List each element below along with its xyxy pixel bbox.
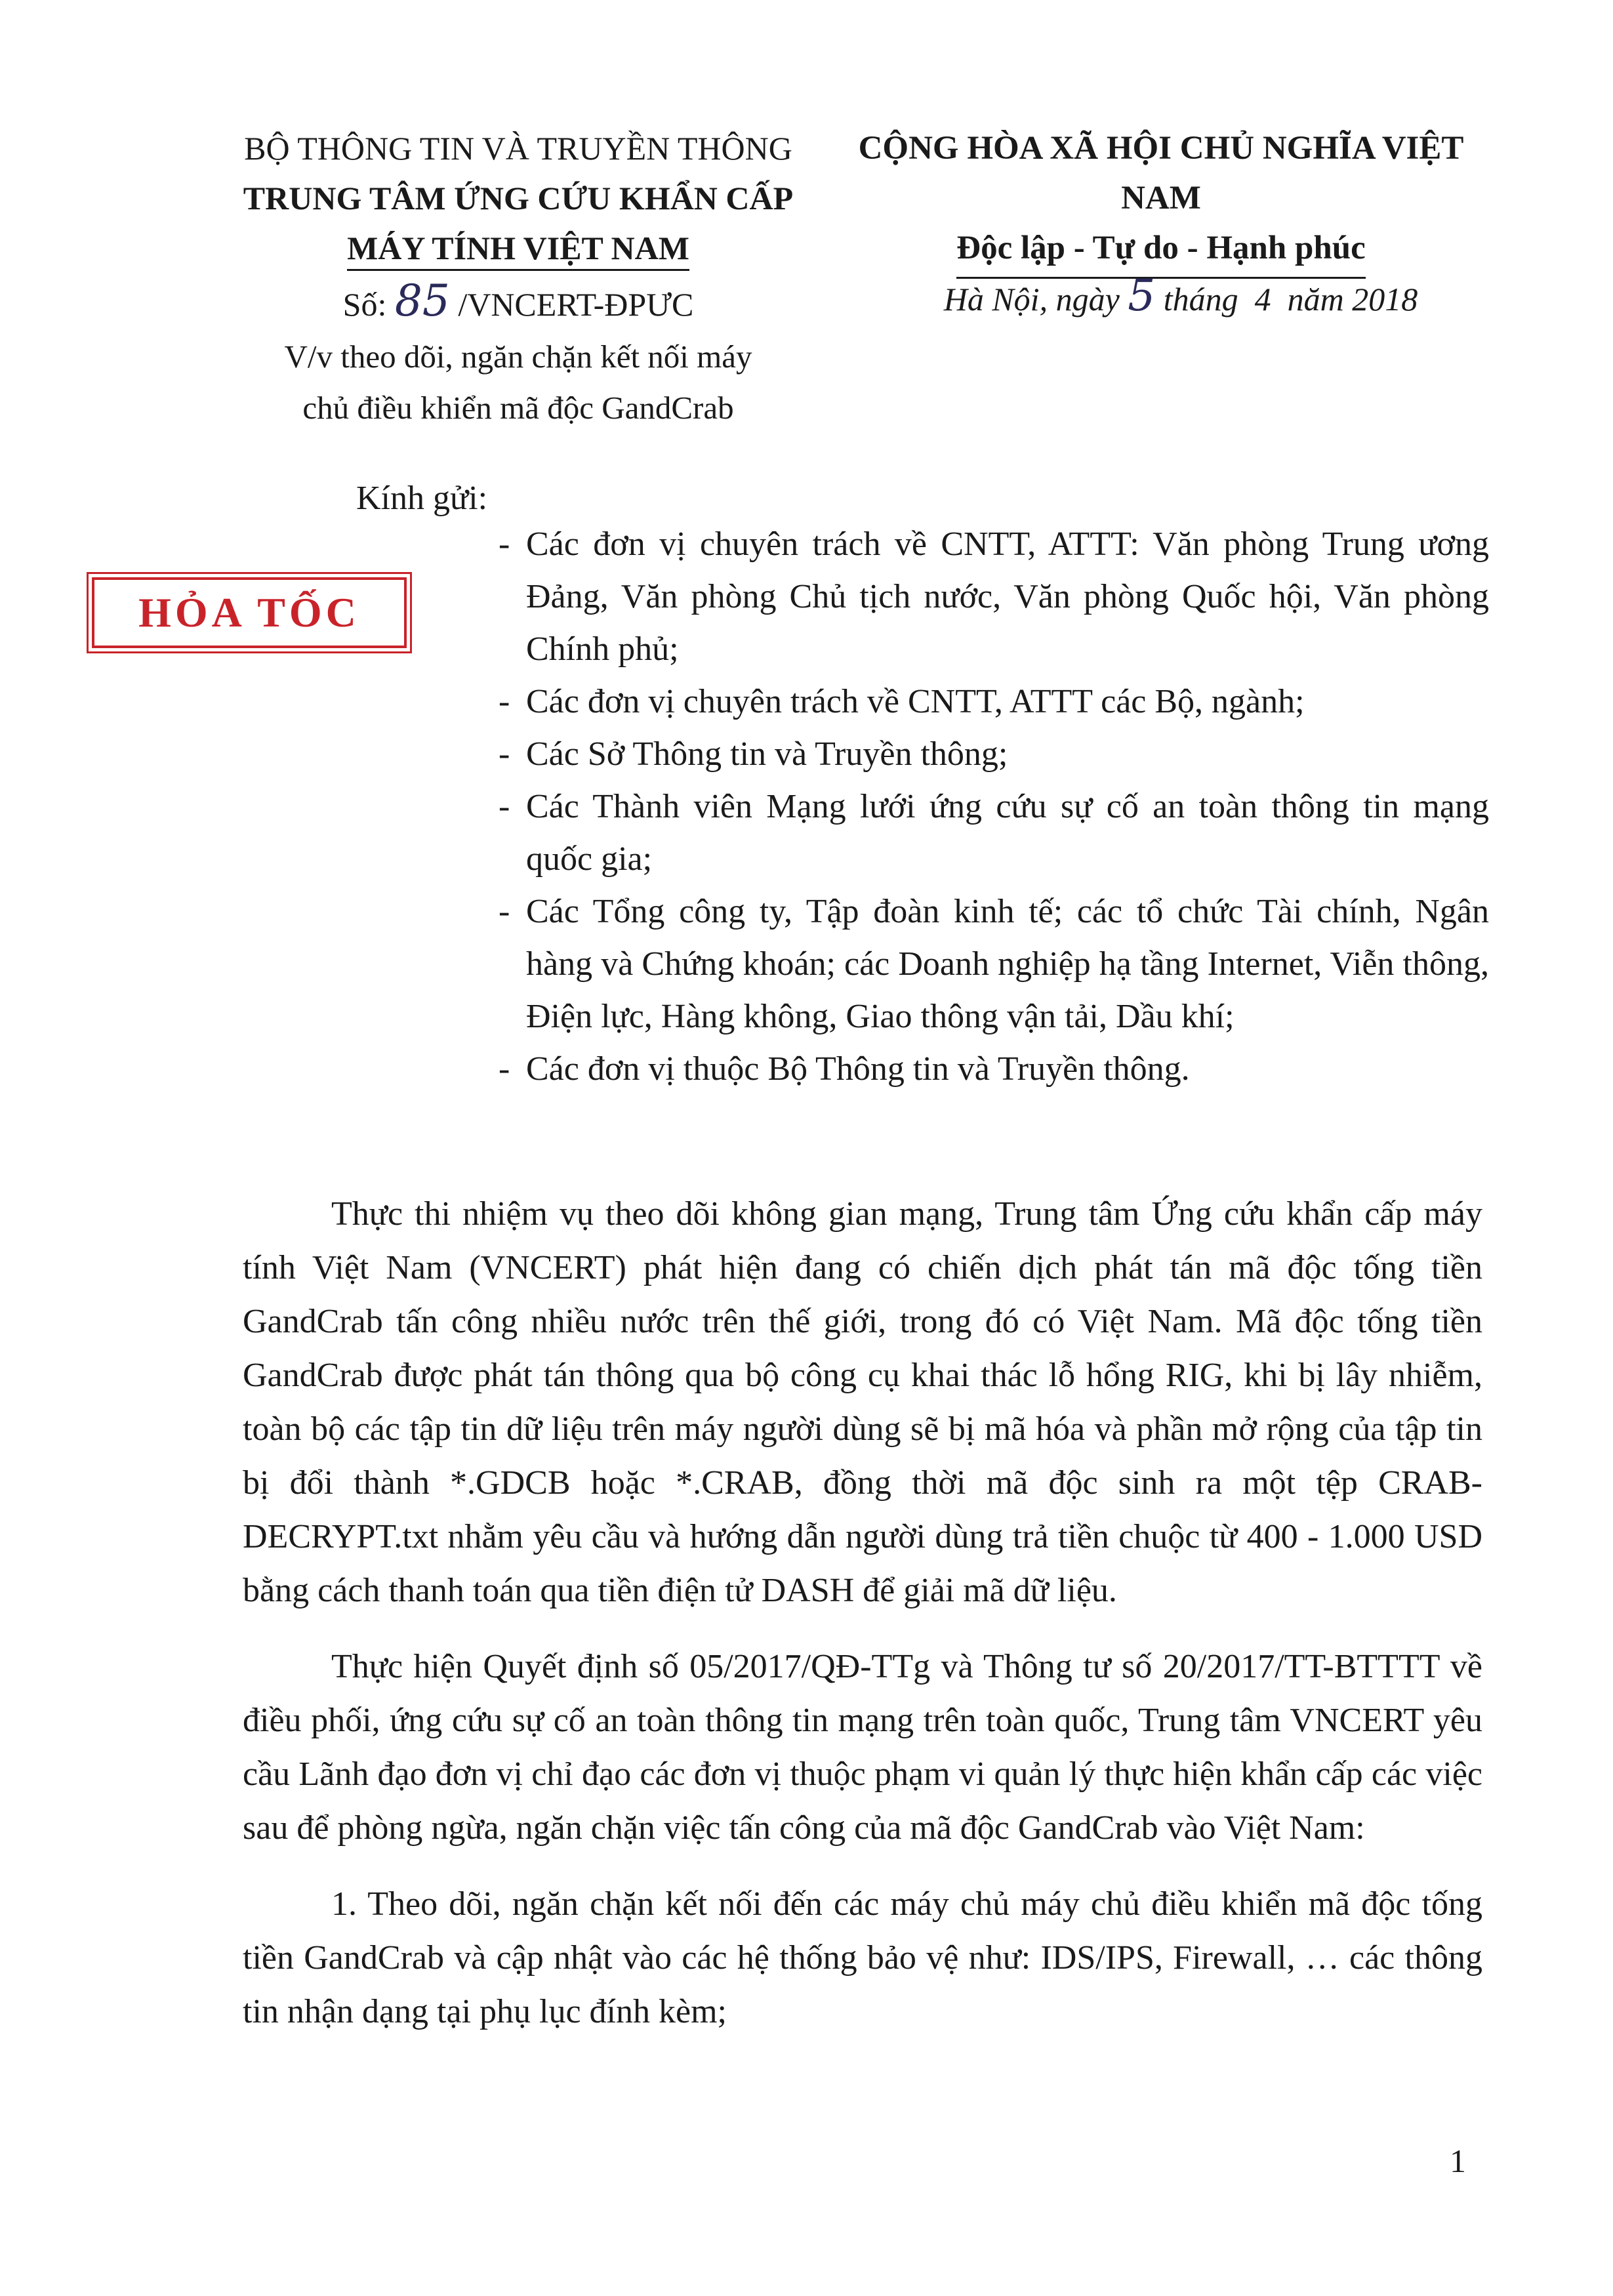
document-number — [216, 276, 820, 326]
country-name: CỘNG HÒA XÃ HỘI CHỦ NGHĨA VIỆT NAM — [858, 130, 1464, 216]
agency-name-line-1: TRUNG TÂM ỨNG CỨU KHẨN CẤP — [243, 180, 794, 216]
date-suffix: tháng 4 năm 2018 — [1163, 281, 1418, 318]
recipient-item: - Các Tổng công ty, Tập đoàn kinh tế; các tổ chức Tài chính, Ngân hàng và Chứng khoán; các Doanh nghiệp hạ tầng Internet, Viễn thông, Điện lực, Hàng không, Giao thông vận tải, Dầu khí; — [499, 886, 1489, 1043]
recipient-item: - Các Sở Thông tin và Truyền thông; — [499, 728, 1489, 781]
salutation: Kính gửi: — [356, 480, 488, 517]
date-line — [853, 270, 1509, 321]
urgent-stamp: HỎA TỐC — [92, 577, 407, 648]
document-body — [243, 1187, 1482, 2061]
page-number: 1 — [1450, 2142, 1466, 2179]
parent-ministry: BỘ THÔNG TIN VÀ TRUYỀN THÔNG — [244, 130, 792, 167]
recipient-item: - Các đơn vị thuộc Bộ Thông tin và Truyền thông. — [499, 1043, 1489, 1096]
body-paragraph: Thực hiện Quyết định số 05/2017/QĐ-TTg và Thông tư số 20/2017/TT-BTTTT về điều phối, ứng cứu sự cố an toàn thông tin mạng trên toàn quốc, Trung tâm VNCERT yêu cầu Lãnh đạo đơn vị chỉ đạo các đơn vị thuộc phạm vi quản lý thực hiện khẩn cấp các việc sau để phòng ngừa, ngăn chặn việc tấn công của mã độc GandCrab vào Việt Nam: — [243, 1648, 1482, 1847]
issuing-agency-block — [216, 123, 820, 273]
national-heading — [817, 123, 1505, 279]
handwritten-number: 85 — [394, 276, 450, 326]
body-paragraph: 1. Theo dõi, ngăn chặn kết nối đến các máy chủ máy chủ điều khiển mã độc tống tiền GandCrab và cập nhật vào các hệ thống bảo vệ như: IDS/IPS, Firewall, … các thông tin nhận dạng tại phụ lục đính kèm; — [243, 1885, 1482, 2030]
national-motto: Độc lập - Tự do - Hạnh phúc — [956, 223, 1365, 279]
number-suffix: /VNCERT-ĐPƯC — [458, 286, 694, 323]
body-paragraph: Thực thi nhiệm vụ theo dõi không gian mạng, Trung tâm Ứng cứu khẩn cấp máy tính Việt Nam (VNCERT) phát hiện đang có chiến dịch phát tán mã độc tống tiền GandCrab tấn công nhiều nước trên thế giới, trong đó có Việt Nam. Mã độc tống tiền GandCrab được phát tán thông qua bộ công cụ khai thác lỗ hổng RIG, khi bị lây nhiễm, toàn bộ các tập tin dữ liệu trên máy người dùng sẽ bị mã hóa và phần mở rộng của tập tin bị đổi thành *.GDCB hoặc *.CRAB, đồng thời mã độc sinh ra một tệp CRAB-DECRYPT.txt nhằm yêu cầu và hướng dẫn người dùng trả tiền chuộc từ 400 - 1.000 USD bằng cách thanh toán qua tiền điện tử DASH để giải mã dữ liệu. — [243, 1195, 1482, 1609]
date-prefix: Hà Nội, ngày — [943, 281, 1120, 318]
subject-line-1: V/v theo dõi, ngăn chặn kết nối máy — [284, 338, 752, 375]
agency-name-line-2: MÁY TÍNH VIỆT NAM — [347, 227, 689, 271]
number-prefix: Số: — [342, 286, 387, 323]
recipient-list — [499, 518, 1489, 1096]
recipient-item: - Các đơn vị chuyên trách về CNTT, ATTT các Bộ, ngành; — [499, 676, 1489, 728]
recipient-item: - Các đơn vị chuyên trách về CNTT, ATTT: Văn phòng Trung ương Đảng, Văn phòng Chủ tịch nước, Văn phòng Quốc hội, Văn phòng Chính phủ; — [499, 518, 1489, 676]
handwritten-day: 5 — [1128, 270, 1156, 321]
recipient-item: - Các Thành viên Mạng lưới ứng cứu sự cố an toàn thông tin mạng quốc gia; — [499, 781, 1489, 886]
document-subject — [216, 331, 820, 434]
subject-line-2: chủ điều khiển mã độc GandCrab — [302, 390, 734, 426]
